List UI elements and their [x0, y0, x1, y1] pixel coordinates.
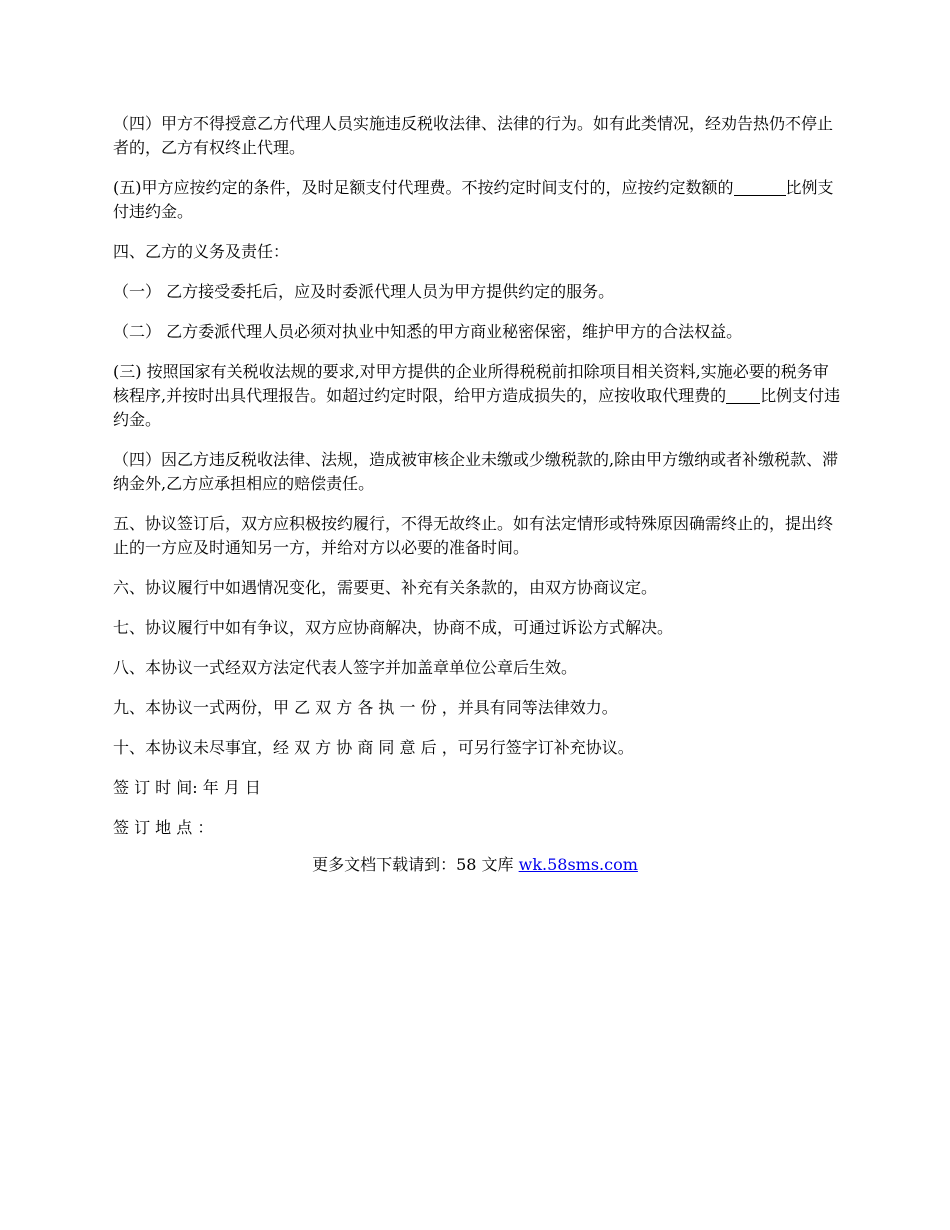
section-heading-party-b: 四、乙方的义务及责任： — [113, 242, 290, 261]
blank-line — [734, 179, 786, 196]
paragraph-party-a-4: （四）甲方不得授意乙方代理人员实施违反税收法律、法律的行为。如有此类情况，经劝告热仍不停止者的，乙方有权终止代理。 — [113, 114, 834, 157]
signing-place: 签 订 地 点 ： — [113, 818, 214, 837]
signing-date: 签 订 时 间: 年 月 日 — [113, 778, 261, 797]
footer-link[interactable]: wk.58sms.com — [518, 855, 638, 874]
paragraph-party-b-3-tail: 比例支付违约金。 — [113, 386, 841, 429]
paragraph-party-b-3-text: (三) 按照国家有关税收法规的要求,对甲方提供的企业所得税税前扣除项目相关资料,实施必要的税务审核程序,并按时出具代理报告。如超过约定时限，给甲方造成损失的，应按收取代理费的 — [113, 362, 829, 405]
paragraph-party-b-2: （二） 乙方委派代理人员必须对执业中知悉的甲方商业秘密保密，维护甲方的合法权益。 — [113, 322, 743, 341]
paragraph-clause-5: 五、协议签订后，双方应积极按约履行，不得无故终止。如有法定情形或特殊原因确需终止的，提出终止的一方应及时通知另一方，并给对方以必要的准备时间。 — [113, 514, 834, 557]
paragraph-party-a-5 — [113, 176, 843, 224]
blank-line — [726, 387, 760, 404]
paragraph-party-b-4: （四）因乙方违反税收法律、法规，造成被审核企业未缴或少缴税款的,除由甲方缴纳或者补缴税款、滞纳金外,乙方应承担相应的赔偿责任。 — [113, 450, 839, 493]
paragraph-clause-6: 六、协议履行中如遇情况变化，需要更、补充有关条款的，由双方协商议定。 — [113, 578, 658, 597]
footer-text: 更多文档下载请到：58 文库 — [312, 855, 519, 874]
paragraph-party-b-3 — [113, 360, 843, 432]
paragraph-clause-8: 八、本协议一式经双方法定代表人签字并加盖章单位公章后生效。 — [113, 658, 578, 677]
paragraph-clause-7: 七、协议履行中如有争议，双方应协商解决，协商不成，可通过诉讼方式解决。 — [113, 618, 674, 637]
paragraph-party-b-1: （一） 乙方接受委托后，应及时委派代理人员为甲方提供约定的服务。 — [113, 282, 615, 301]
paragraph-clause-10: 十、本协议未尽事宜，经 双 方 协 商 同 意 后 ，可另行签字订补充协议。 — [113, 738, 634, 757]
paragraph-party-a-5-tail: 比例支付违约金。 — [113, 178, 834, 221]
paragraph-party-a-5-text: (五)甲方应按约定的条件，及时足额支付代理费。不按约定时间支付的，应按约定数额的 — [113, 178, 734, 197]
document-body — [113, 112, 843, 856]
download-footer — [0, 853, 950, 877]
paragraph-clause-9: 九、本协议一式两份，甲 乙 双 方 各 执 一 份 ，并具有同等法律效力。 — [113, 698, 618, 717]
